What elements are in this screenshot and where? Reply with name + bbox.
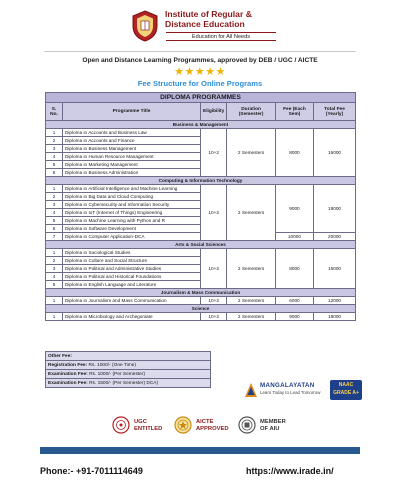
university-slogan: Learn Today to Lead Tomorrow: [260, 390, 321, 395]
header-divider: [44, 51, 356, 52]
row-programme-title: Diploma in Microbiology and Archegoniate: [63, 313, 201, 321]
row-programme-title: Diploma in Computer Application-DCA: [63, 233, 201, 241]
row-sno: 5: [46, 281, 63, 289]
category-name: Computing & Information Technology: [46, 177, 356, 185]
row-sno: 2: [46, 137, 63, 145]
institute-logo-icon: [131, 10, 159, 42]
row-sno: 1: [46, 249, 63, 257]
row-fee: 9000: [275, 313, 313, 321]
university-emblem-icon: [244, 382, 258, 398]
category-row: [46, 121, 356, 129]
row-programme-title: Diploma in Big Data and Cloud Computing: [63, 193, 201, 201]
row-total-fee: 18000: [314, 313, 356, 321]
row-duration: 2 Semesters: [227, 129, 276, 177]
row-eligibility: 10+2: [201, 313, 227, 321]
row-total-fee: 20000: [314, 233, 356, 241]
row-sno: 1: [46, 129, 63, 137]
row-total-fee: 16000: [314, 129, 356, 177]
row-total-fee: 12000: [314, 297, 356, 305]
category-name: Science: [46, 305, 356, 313]
row-sno: 5: [46, 161, 63, 169]
row-programme-title: Diploma in Journalism and Mass Communication: [63, 297, 201, 305]
header: [0, 6, 400, 50]
header-eligibility: Eligibility: [201, 103, 227, 121]
row-programme-title: Diploma in Culture and Social Structure: [63, 257, 201, 265]
row-programme-title: Diploma in Sociological Studies: [63, 249, 201, 257]
header-programme-title: Programme Title: [63, 103, 201, 121]
row-programme-title: Diploma in Artificial Intelligence and Machine Learning: [63, 185, 201, 193]
tagline: Education for All Needs: [166, 32, 276, 41]
table-row: [46, 129, 356, 137]
row-eligibility: 10+2: [201, 129, 227, 177]
aiu-badge: MEMBER OF AIU: [238, 414, 298, 438]
category-row: [46, 289, 356, 297]
naac-badge: NAAC GRADE A+: [330, 380, 362, 400]
other-fee-label: Examination Fee:: [48, 371, 88, 377]
row-total-fee: 18000: [314, 185, 356, 233]
row-duration: 2 Semesters: [227, 297, 276, 305]
row-duration: 2 Semesters: [227, 313, 276, 321]
row-programme-title: Diploma in English Language and Literature: [63, 281, 201, 289]
header-duration: Duration (Semester): [227, 103, 276, 121]
aicte-badge: AICTE APPROVED: [174, 414, 236, 438]
row-programme-title: Diploma in Software Development: [63, 225, 201, 233]
accreditation-badges: [0, 414, 400, 438]
org-name: Institute of Regular & Distance Education: [165, 9, 252, 29]
row-fee: 6000: [275, 297, 313, 305]
row-sno: 3: [46, 265, 63, 273]
row-sno: 2: [46, 257, 63, 265]
university-name: MANGALAYATAN: [260, 382, 315, 389]
category-row: [46, 177, 356, 185]
table-row: [46, 185, 356, 193]
table-row: [46, 313, 356, 321]
other-fee-label: Examination Fee:: [48, 380, 88, 386]
other-fee-label: Registration Fee:: [48, 362, 88, 368]
row-duration: 2 Semesters: [227, 249, 276, 289]
row-programme-title: Diploma in Machine Learning with Python and R: [63, 217, 201, 225]
row-programme-title: Diploma in Business Administration: [63, 169, 201, 177]
row-programme-title: Diploma in Political and Administrative Studies: [63, 265, 201, 273]
row-sno: 4: [46, 153, 63, 161]
category-name: Business & Management: [46, 121, 356, 129]
fee-structure-heading: Fee Structure for Online Programs: [137, 79, 263, 88]
header-sno: S. No.: [46, 103, 63, 121]
aicte-seal-icon: [174, 416, 192, 434]
category-name: Arts & Social Sciences: [46, 241, 356, 249]
header-total-fee: Total Fee (Yearly): [314, 103, 356, 121]
table-header-row: [46, 103, 356, 121]
other-fee-row: [46, 379, 211, 388]
row-duration: 2 Semesters: [227, 185, 276, 241]
row-programme-title: Diploma in Business Management: [63, 145, 201, 153]
row-sno: 1: [46, 297, 63, 305]
row-sno: 7: [46, 233, 63, 241]
row-fee: 9000: [275, 185, 313, 233]
row-fee: 10000: [275, 233, 313, 241]
row-sno: 4: [46, 273, 63, 281]
aiu-seal-icon: [238, 416, 256, 434]
row-programme-title: Diploma in Cybersecurity and Information Security: [63, 201, 201, 209]
other-fee-value: Rs. 1500/- (Per Semester) DCA): [89, 380, 159, 386]
row-sno: 2: [46, 193, 63, 201]
category-name: Journalism & Mass Communication: [46, 289, 356, 297]
category-row: [46, 241, 356, 249]
row-eligibility: 10+2: [201, 185, 227, 241]
header-fee: Fee (Each Sem): [275, 103, 313, 121]
row-fee: 8000: [275, 129, 313, 177]
footer-band: [40, 447, 360, 454]
approval-subtitle: Open and Distance Learning Programmes, approved by DEB / UGC / AICTE: [82, 57, 318, 64]
row-programme-title: Diploma in Accounts and Business Law: [63, 129, 201, 137]
row-sno: 3: [46, 201, 63, 209]
row-sno: 6: [46, 169, 63, 177]
row-total-fee: 16000: [314, 249, 356, 289]
row-sno: 6: [46, 225, 63, 233]
row-sno: 5: [46, 217, 63, 225]
row-eligibility: 10+2: [201, 249, 227, 289]
row-fee: 8000: [275, 249, 313, 289]
rating-stars: ★★★★★: [174, 66, 226, 78]
row-sno: 1: [46, 313, 63, 321]
row-programme-title: Diploma in Human Resource Management: [63, 153, 201, 161]
row-programme-title: Diploma in Political and Historical Foundations: [63, 273, 201, 281]
other-fee-heading: Other Fee:: [46, 352, 211, 361]
ugc-badge: UGC ENTITLED: [112, 414, 172, 438]
other-fee-value: Rs. 1000/- (One Time): [88, 362, 136, 368]
diploma-fee-table: [45, 92, 356, 321]
row-eligibility: 10+2: [201, 297, 227, 305]
row-sno: 1: [46, 185, 63, 193]
other-fee-value: Rs. 1000/- (Per Semester): [89, 371, 146, 377]
table-row: [46, 297, 356, 305]
row-sno: 4: [46, 209, 63, 217]
other-fee-table: [45, 351, 211, 388]
row-sno: 3: [46, 145, 63, 153]
table-row: [46, 249, 356, 257]
university-logo: [244, 380, 368, 404]
phone-number[interactable]: Phone:- +91-7011114649: [40, 466, 143, 476]
row-programme-title: Diploma in Accounts and Finance: [63, 137, 201, 145]
row-programme-title: Diploma in IoT (Internet of Things) Engineering: [63, 209, 201, 217]
row-programme-title: Diploma in Marketing Management: [63, 161, 201, 169]
category-row: [46, 305, 356, 313]
other-fee-row: [46, 361, 211, 370]
ugc-seal-icon: [112, 416, 130, 434]
other-fee-row: [46, 370, 211, 379]
table-title: DIPLOMA PROGRAMMES: [46, 93, 356, 103]
website-link[interactable]: https://www.irade.in/: [246, 466, 334, 476]
